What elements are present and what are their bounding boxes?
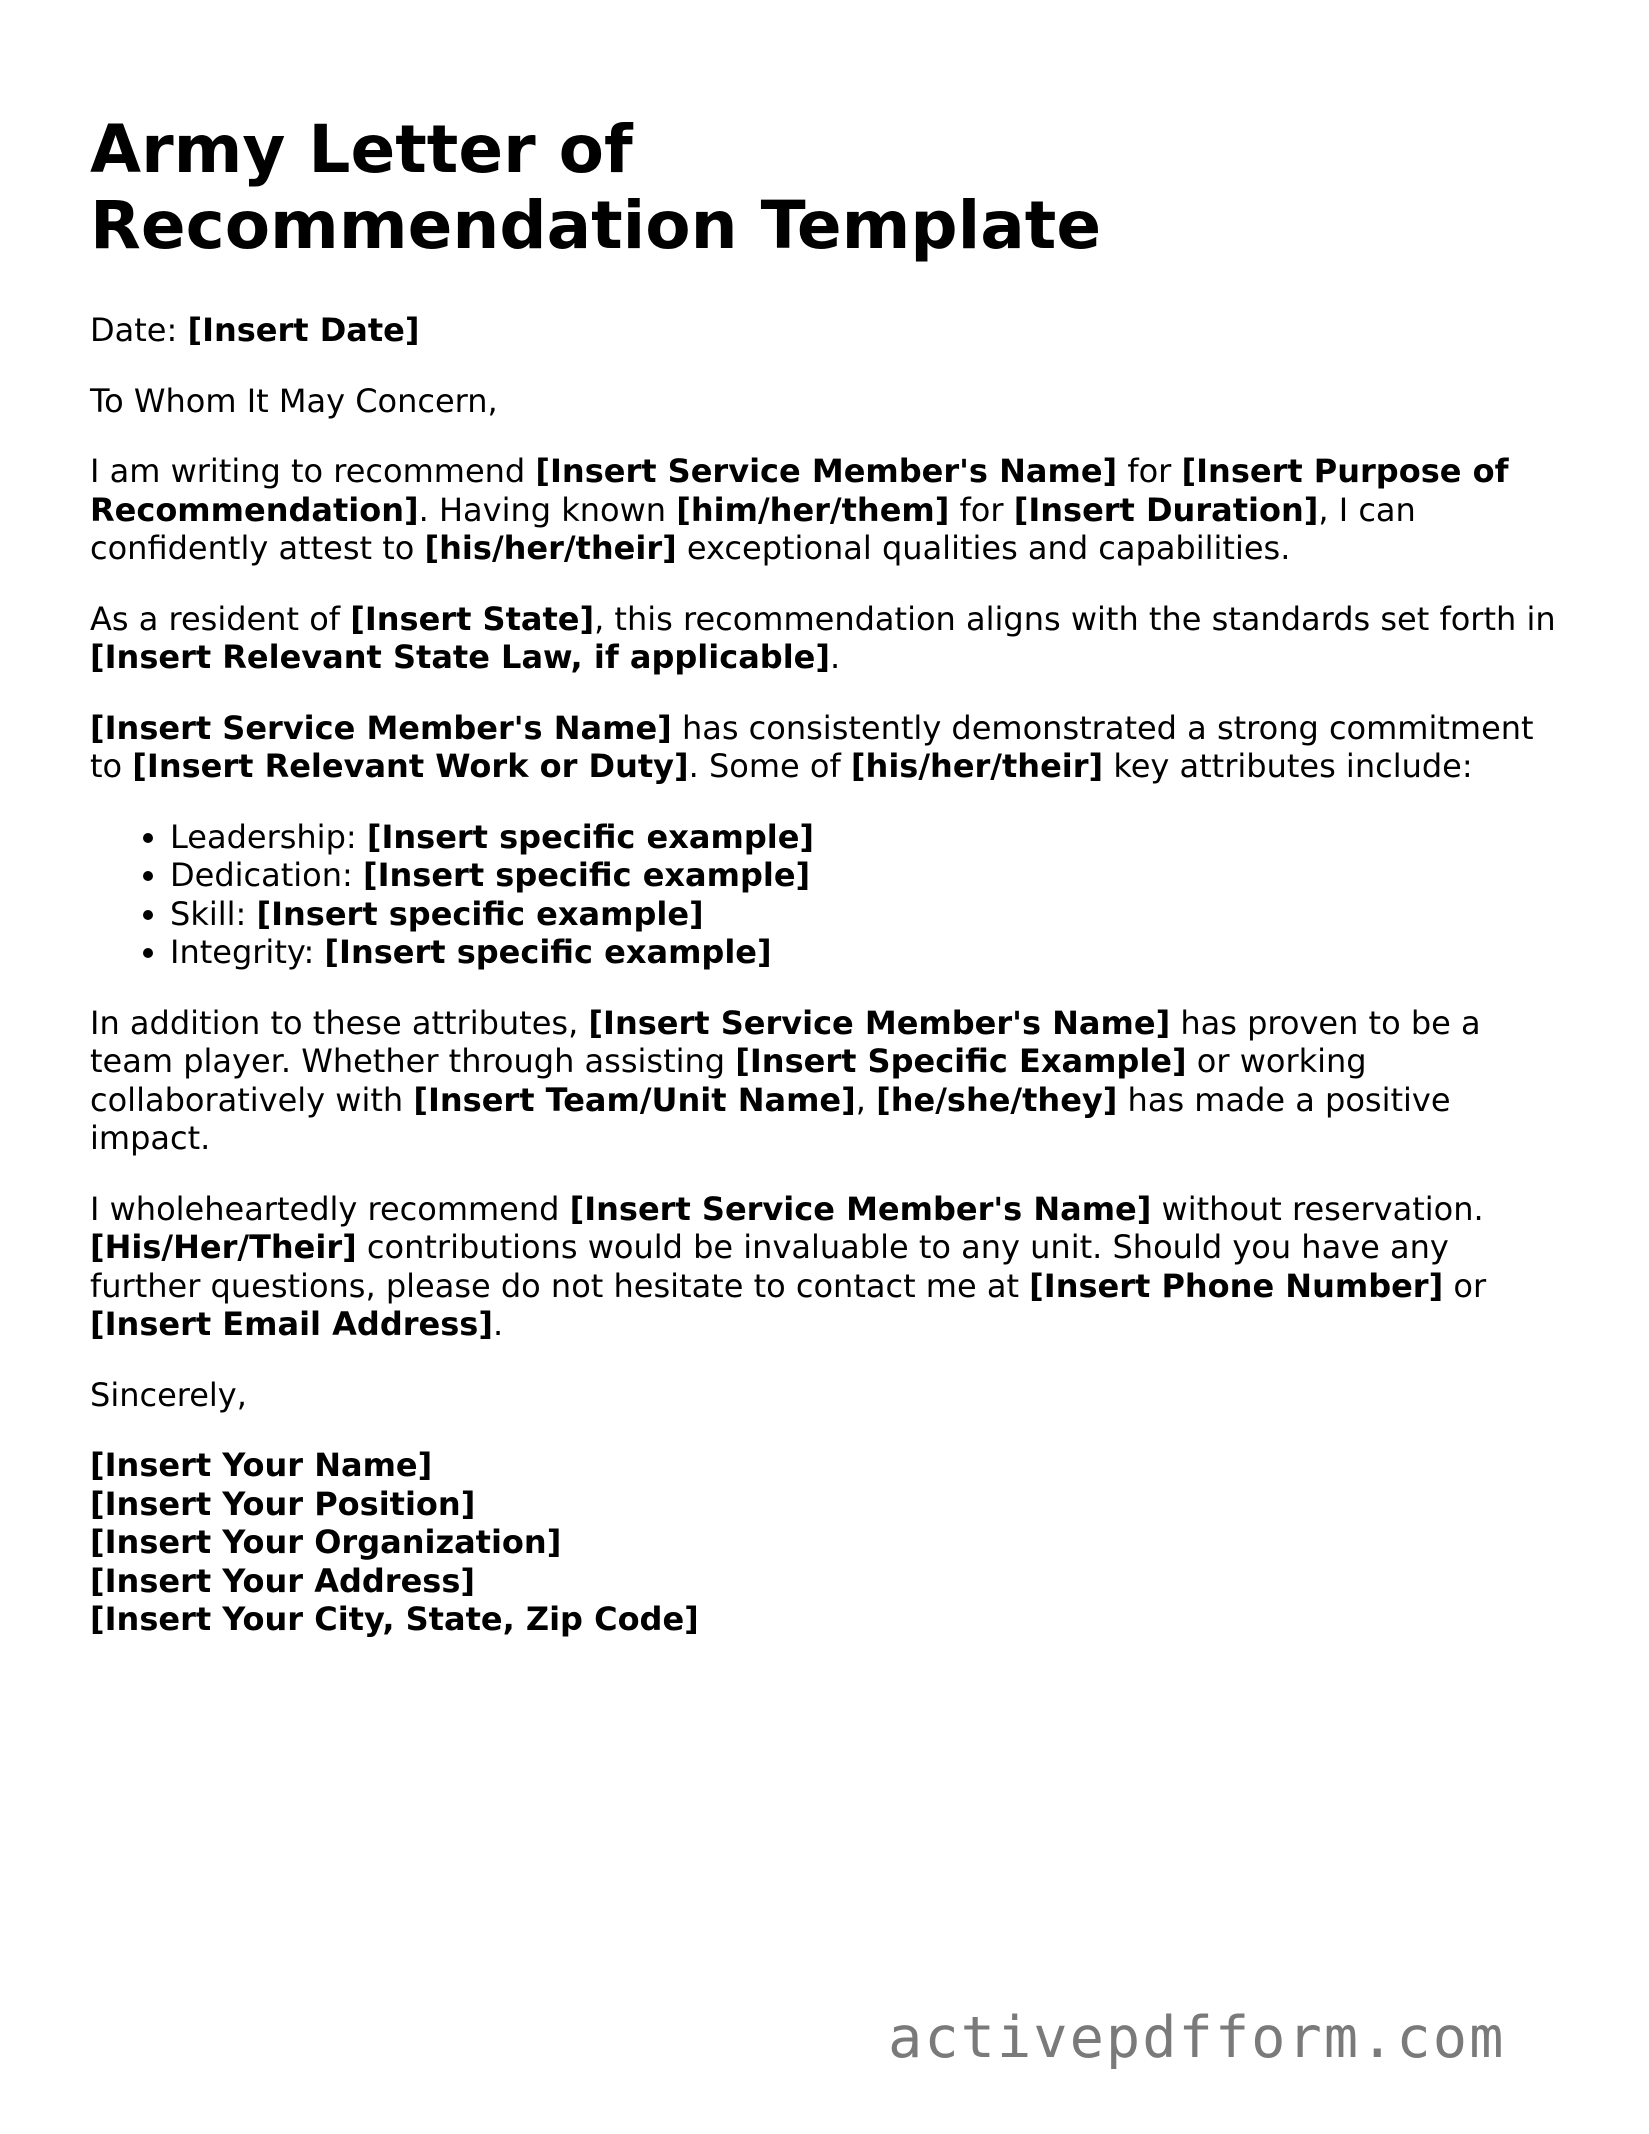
placeholder-pronoun: [him/her/them] <box>676 490 950 529</box>
text-run: contributions would be invaluable to any unit. Should you have any further questions, please do not hesitate to contact me at <box>90 1228 1449 1305</box>
team-paragraph <box>90 1004 1560 1158</box>
text-run: has proven to be a team player. Whether through assisting <box>90 1003 1481 1080</box>
date-line <box>90 311 1560 350</box>
commitment-paragraph <box>90 709 1560 786</box>
signature-name: [Insert Your Name] <box>90 1446 433 1484</box>
placeholder-member-name: [Insert Service Member's Name] <box>588 1003 1171 1042</box>
placeholder-member-name: [Insert Service Member's Name] <box>569 1189 1152 1228</box>
placeholder-email: [Insert Email Address] <box>90 1305 493 1343</box>
text-run: or <box>1443 1266 1487 1305</box>
text-run: key attributes include: <box>1103 747 1473 785</box>
date-placeholder: [Insert Date] <box>187 311 420 349</box>
placeholder-purpose: [Insert Purpose of Recommendation] <box>90 452 1509 529</box>
date-label: Date: <box>90 311 188 349</box>
text-run: . Having known <box>418 490 677 529</box>
placeholder-member-name: [Insert Service Member's Name] <box>90 708 672 747</box>
signature-address: [Insert Your Address] <box>90 1561 475 1600</box>
list-item <box>170 818 1560 857</box>
state-paragraph <box>90 600 1560 677</box>
attribute-label: Integrity: <box>170 933 325 971</box>
placeholder-member-name: [Insert Service Member's Name] <box>535 452 1118 490</box>
placeholder-possessive: [his/her/their] <box>424 529 677 567</box>
placeholder-subject-pronoun: [he/she/they] <box>876 1080 1118 1119</box>
text-run: I am writing to recommend <box>90 452 536 490</box>
intro-paragraph <box>90 452 1560 568</box>
signature-organization: [Insert Your Organization] <box>90 1523 562 1561</box>
signature-block <box>90 1446 1560 1639</box>
signature-city-state-zip: [Insert Your City, State, Zip Code] <box>90 1600 699 1638</box>
placeholder-specific-example: [Insert Specific Example] <box>735 1042 1187 1080</box>
placeholder-possessive: [his/her/their] <box>850 747 1104 785</box>
list-item <box>170 895 1560 934</box>
placeholder-possessive: [His/Her/Their] <box>90 1228 357 1266</box>
attribute-placeholder: [Insert specific example] <box>366 817 815 856</box>
text-run: In addition to these attributes, <box>90 1003 589 1042</box>
text-run: . <box>492 1305 504 1343</box>
text-run: , this recommendation aligns with the standards set forth in <box>594 599 1556 638</box>
signature-position: [Insert Your Position] <box>90 1484 476 1523</box>
placeholder-state-law: [Insert Relevant State Law, if applicable] <box>90 638 830 676</box>
text-run: , <box>855 1080 877 1119</box>
salutation: To Whom It May Concern, <box>90 381 498 420</box>
attribute-label: Skill: <box>170 894 257 933</box>
attribute-label: Dedication: <box>170 856 363 894</box>
text-run: has made a positive impact. <box>90 1080 1451 1157</box>
text-run: , I can confidently attest to <box>90 490 1416 567</box>
watermark: activepdfform.com <box>888 2005 1506 2071</box>
attributes-list <box>90 818 1560 972</box>
placeholder-team-unit: [Insert Team/Unit Name] <box>413 1080 856 1119</box>
text-run: or working collaboratively with <box>90 1042 1367 1119</box>
text-run: I wholeheartedly recommend <box>90 1189 570 1228</box>
text-run: As a resident of <box>90 599 351 638</box>
text-run: has consistently demonstrated a strong commitment to <box>90 708 1534 785</box>
text-run: without reservation. <box>1151 1189 1484 1228</box>
placeholder-work-duty: [Insert Relevant Work or Duty] <box>132 747 689 785</box>
text-run: for <box>1117 452 1182 490</box>
list-item <box>170 933 1560 972</box>
letter-document <box>90 112 1560 1639</box>
placeholder-duration: [Insert Duration] <box>1013 490 1319 529</box>
text-run: . Some of <box>688 747 851 785</box>
closing: Sincerely, <box>90 1375 247 1414</box>
text-run: exceptional qualities and capabilities. <box>676 529 1291 567</box>
document-title: Army Letter of Recommendation Template <box>90 111 1102 264</box>
text-run: for <box>949 490 1014 529</box>
list-item <box>170 856 1560 895</box>
recommendation-paragraph <box>90 1190 1560 1344</box>
attribute-placeholder: [Insert specific example] <box>362 856 811 894</box>
attribute-placeholder: [Insert specific example] <box>256 894 704 933</box>
text-run: . <box>829 638 841 676</box>
placeholder-phone: [Insert Phone Number] <box>1029 1266 1444 1305</box>
attribute-placeholder: [Insert specific example] <box>324 933 772 971</box>
attribute-label: Leadership: <box>170 817 367 856</box>
placeholder-state: [Insert State] <box>350 599 595 638</box>
